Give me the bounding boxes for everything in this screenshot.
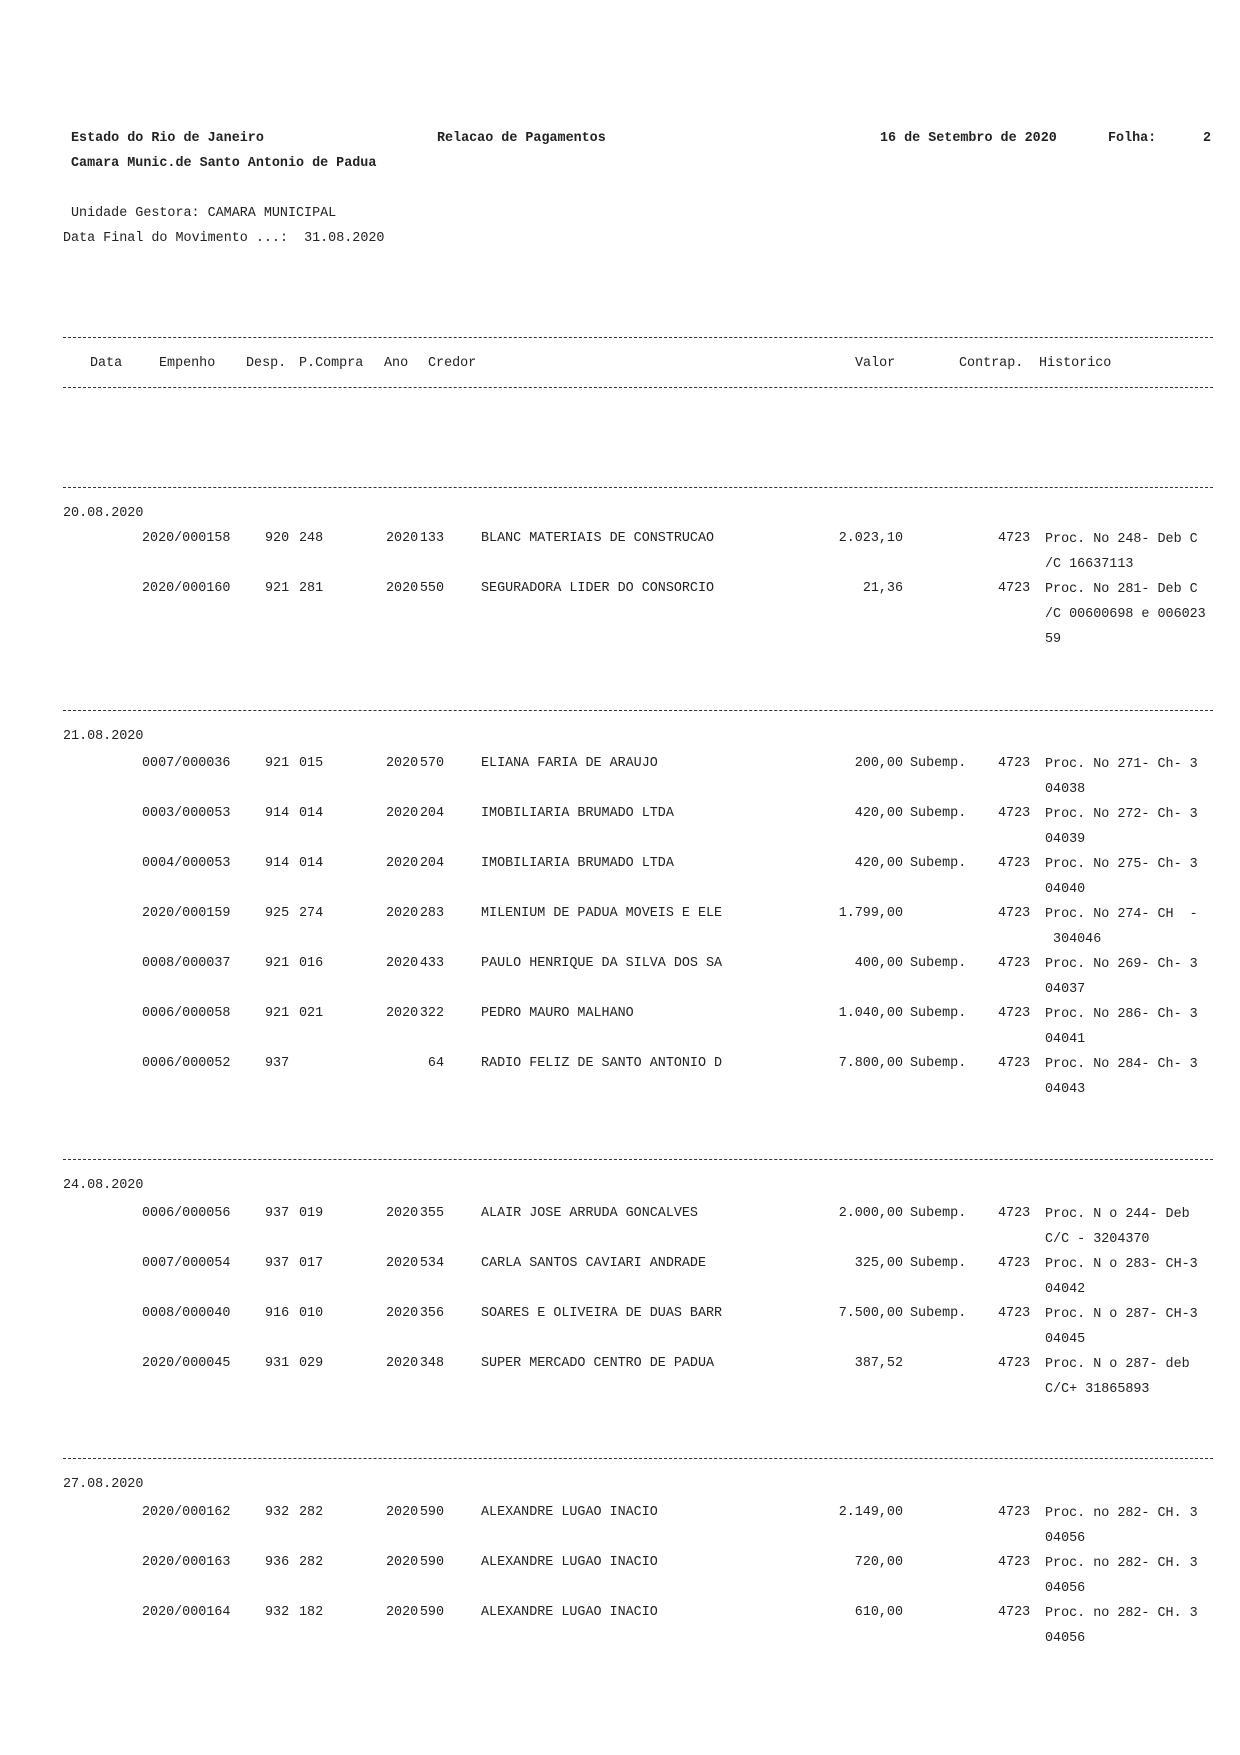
desp-cell: 937 — [265, 1256, 290, 1271]
valor-cell: 1.799,00 — [838, 906, 903, 921]
ano-cell: 2020 — [386, 1306, 419, 1321]
pcompra-cell: 014 — [299, 806, 324, 821]
ano-cell: 2020 — [386, 956, 419, 971]
credor-cell: ALAIR JOSE ARRUDA GONCALVES — [481, 1206, 698, 1221]
empenho-cell: 0006/000052 — [142, 1056, 231, 1071]
desp-cell: 936 — [265, 1555, 290, 1570]
historico-cell: Proc. No 271- Ch- 3 04038 — [1045, 757, 1198, 797]
historico-cell: Proc. No 286- Ch- 3 04041 — [1045, 1007, 1198, 1047]
desp-cell: 932 — [265, 1605, 290, 1620]
desp-cell: 921 — [265, 581, 290, 596]
valor-cell: 420,00 — [854, 806, 903, 821]
valor-cell: 325,00 — [854, 1256, 903, 1271]
group-date: 27.08.2020 — [63, 1477, 144, 1492]
credor-code-cell: 433 — [419, 956, 444, 971]
credor-code-cell: 348 — [419, 1356, 444, 1371]
historico-cell: Proc. No 272- Ch- 3 04039 — [1045, 807, 1198, 847]
subemp-cell: Subemp. — [910, 1256, 967, 1271]
divider — [63, 710, 1213, 711]
ano-cell: 2020 — [386, 531, 419, 546]
historico-cell: Proc. no 282- CH. 3 04056 — [1045, 1506, 1198, 1546]
subemp-cell: Subemp. — [910, 756, 967, 771]
contrap-cell: 4723 — [998, 1605, 1031, 1620]
credor-code-cell: 355 — [419, 1206, 444, 1221]
pcompra-cell: 248 — [299, 531, 324, 546]
ano-cell: 2020 — [386, 581, 419, 596]
historico-cell: Proc. No 248- Deb C /C 16637113 — [1045, 532, 1198, 572]
col-empenho: Empenho — [159, 356, 216, 371]
empenho-cell: 0004/000053 — [142, 856, 231, 871]
empenho-cell: 0008/000037 — [142, 956, 231, 971]
pcompra-cell: 282 — [299, 1505, 324, 1520]
empenho-cell: 2020/000160 — [142, 581, 231, 596]
empenho-cell: 0006/000058 — [142, 1006, 231, 1021]
col-contrap: Contrap. — [959, 356, 1024, 371]
empenho-cell: 2020/000162 — [142, 1505, 231, 1520]
valor-cell: 720,00 — [854, 1555, 903, 1570]
credor-code-cell: 534 — [419, 1256, 444, 1271]
folha-number: 2 — [1203, 131, 1212, 146]
credor-cell: IMOBILIARIA BRUMADO LTDA — [481, 806, 674, 821]
valor-cell: 7.800,00 — [838, 1056, 903, 1071]
empenho-cell: 0008/000040 — [142, 1306, 231, 1321]
contrap-cell: 4723 — [998, 1555, 1031, 1570]
credor-cell: ALEXANDRE LUGAO INACIO — [481, 1555, 658, 1570]
valor-cell: 610,00 — [854, 1605, 903, 1620]
desp-cell: 937 — [265, 1056, 290, 1071]
col-ano: Ano — [384, 356, 409, 371]
credor-cell: PEDRO MAURO MALHANO — [481, 1006, 634, 1021]
ano-cell: 2020 — [386, 856, 419, 871]
entity-name: Camara Munic.de Santo Antonio de Padua — [71, 156, 377, 171]
ano-cell: 2020 — [386, 806, 419, 821]
credor-cell: CARLA SANTOS CAVIARI ANDRADE — [481, 1256, 706, 1271]
col-valor: Valor — [855, 356, 896, 371]
col-data: Data — [90, 356, 123, 371]
valor-cell: 2.023,10 — [838, 531, 903, 546]
ano-cell: 2020 — [386, 1006, 419, 1021]
report-title: Relacao de Pagamentos — [437, 131, 606, 146]
valor-cell: 200,00 — [854, 756, 903, 771]
contrap-cell: 4723 — [998, 1056, 1031, 1071]
desp-cell: 921 — [265, 1006, 290, 1021]
pcompra-cell: 281 — [299, 581, 324, 596]
historico-cell: Proc. No 281- Deb C /C 00600698 e 006023 59 — [1045, 582, 1206, 647]
divider — [63, 1458, 1213, 1459]
pcompra-cell: 015 — [299, 756, 324, 771]
empenho-cell: 2020/000045 — [142, 1356, 231, 1371]
subemp-cell: Subemp. — [910, 1206, 967, 1221]
subemp-cell: Subemp. — [910, 956, 967, 971]
col-pcompra: P.Compra — [299, 356, 364, 371]
historico-cell: Proc. N o 244- Deb C/C - 3204370 — [1045, 1207, 1190, 1247]
divider — [63, 387, 1213, 388]
empenho-cell: 2020/000164 — [142, 1605, 231, 1620]
pcompra-cell: 019 — [299, 1206, 324, 1221]
credor-code-cell: 283 — [419, 906, 444, 921]
contrap-cell: 4723 — [998, 531, 1031, 546]
group-date: 21.08.2020 — [63, 729, 144, 744]
desp-cell: 932 — [265, 1505, 290, 1520]
contrap-cell: 4723 — [998, 756, 1031, 771]
empenho-cell: 2020/000159 — [142, 906, 231, 921]
group-date: 20.08.2020 — [63, 506, 144, 521]
ano-cell: 2020 — [386, 906, 419, 921]
pcompra-cell: 014 — [299, 856, 324, 871]
contrap-cell: 4723 — [998, 906, 1031, 921]
contrap-cell: 4723 — [998, 1505, 1031, 1520]
credor-code-cell: 322 — [419, 1006, 444, 1021]
divider — [63, 1159, 1213, 1160]
historico-cell: Proc. N o 287- deb C/C+ 31865893 — [1045, 1357, 1190, 1397]
pcompra-cell: 274 — [299, 906, 324, 921]
credor-code-cell: 204 — [419, 806, 444, 821]
contrap-cell: 4723 — [998, 1356, 1031, 1371]
pcompra-cell: 182 — [299, 1605, 324, 1620]
credor-code-cell: 590 — [419, 1555, 444, 1570]
empenho-cell: 2020/000163 — [142, 1555, 231, 1570]
credor-code-cell: 570 — [419, 756, 444, 771]
contrap-cell: 4723 — [998, 1306, 1031, 1321]
historico-cell: Proc. No 274- CH - 304046 — [1045, 907, 1198, 947]
group-date: 24.08.2020 — [63, 1178, 144, 1193]
credor-code-cell: 590 — [419, 1505, 444, 1520]
credor-cell: ELIANA FARIA DE ARAUJO — [481, 756, 658, 771]
contrap-cell: 4723 — [998, 1206, 1031, 1221]
valor-cell: 400,00 — [854, 956, 903, 971]
empenho-cell: 2020/000158 — [142, 531, 231, 546]
desp-cell: 916 — [265, 1306, 290, 1321]
pcompra-cell: 021 — [299, 1006, 324, 1021]
ano-cell: 2020 — [386, 1605, 419, 1620]
historico-cell: Proc. No 275- Ch- 3 04040 — [1045, 857, 1198, 897]
pcompra-cell: 016 — [299, 956, 324, 971]
historico-cell: Proc. N o 283- CH-3 04042 — [1045, 1257, 1198, 1297]
ano-cell: 2020 — [386, 1356, 419, 1371]
ano-cell: 2020 — [386, 1256, 419, 1271]
valor-cell: 387,52 — [854, 1356, 903, 1371]
folha-label: Folha: — [1108, 131, 1157, 146]
empenho-cell: 0006/000056 — [142, 1206, 231, 1221]
contrap-cell: 4723 — [998, 1006, 1031, 1021]
credor-cell: MILENIUM DE PADUA MOVEIS E ELE — [481, 906, 723, 921]
historico-cell: Proc. no 282- CH. 3 04056 — [1045, 1606, 1198, 1646]
contrap-cell: 4723 — [998, 856, 1031, 871]
valor-cell: 2.149,00 — [838, 1505, 903, 1520]
desp-cell: 914 — [265, 806, 290, 821]
subemp-cell: Subemp. — [910, 1056, 967, 1071]
subemp-cell: Subemp. — [910, 1306, 967, 1321]
desp-cell: 921 — [265, 956, 290, 971]
valor-cell: 2.000,00 — [838, 1206, 903, 1221]
pcompra-cell: 029 — [299, 1356, 324, 1371]
valor-cell: 1.040,00 — [838, 1006, 903, 1021]
credor-cell: BLANC MATERIAIS DE CONSTRUCAO — [481, 531, 715, 546]
credor-cell: IMOBILIARIA BRUMADO LTDA — [481, 856, 674, 871]
contrap-cell: 4723 — [998, 581, 1031, 596]
credor-cell: RADIO FELIZ DE SANTO ANTONIO D — [481, 1056, 723, 1071]
col-historico: Historico — [1039, 356, 1112, 371]
ano-cell: 2020 — [386, 1505, 419, 1520]
report-date: 16 de Setembro de 2020 — [880, 131, 1057, 146]
empenho-cell: 0007/000036 — [142, 756, 231, 771]
unidade-gestora: Unidade Gestora: CAMARA MUNICIPAL — [71, 206, 337, 221]
ano-cell: 2020 — [386, 1555, 419, 1570]
desp-cell: 920 — [265, 531, 290, 546]
credor-cell: ALEXANDRE LUGAO INACIO — [481, 1605, 658, 1620]
ano-cell: 2020 — [386, 756, 419, 771]
contrap-cell: 4723 — [998, 1256, 1031, 1271]
historico-cell: Proc. N o 287- CH-3 04045 — [1045, 1307, 1198, 1347]
valor-cell: 7.500,00 — [838, 1306, 903, 1321]
empenho-cell: 0003/000053 — [142, 806, 231, 821]
col-credor: Credor — [428, 356, 477, 371]
col-desp: Desp. — [246, 356, 287, 371]
desp-cell: 931 — [265, 1356, 290, 1371]
state-title: Estado do Rio de Janeiro — [71, 131, 264, 146]
credor-code-cell: 64 — [427, 1056, 444, 1071]
subemp-cell: Subemp. — [910, 806, 967, 821]
credor-code-cell: 204 — [419, 856, 444, 871]
historico-cell: Proc. No 269- Ch- 3 04037 — [1045, 957, 1198, 997]
credor-cell: SEGURADORA LIDER DO CONSORCIO — [481, 581, 715, 596]
contrap-cell: 4723 — [998, 956, 1031, 971]
credor-cell: PAULO HENRIQUE DA SILVA DOS SA — [481, 956, 723, 971]
valor-cell: 21,36 — [862, 581, 903, 596]
valor-cell: 420,00 — [854, 856, 903, 871]
pcompra-cell: 017 — [299, 1256, 324, 1271]
subemp-cell: Subemp. — [910, 856, 967, 871]
historico-cell: Proc. no 282- CH. 3 04056 — [1045, 1556, 1198, 1596]
desp-cell: 914 — [265, 856, 290, 871]
divider — [63, 487, 1213, 488]
credor-code-cell: 356 — [419, 1306, 444, 1321]
data-final-movimento: Data Final do Movimento ...: 31.08.2020 — [63, 231, 385, 246]
ano-cell: 2020 — [386, 1206, 419, 1221]
credor-code-cell: 550 — [419, 581, 444, 596]
pcompra-cell: 282 — [299, 1555, 324, 1570]
credor-cell: SUPER MERCADO CENTRO DE PADUA — [481, 1356, 715, 1371]
desp-cell: 925 — [265, 906, 290, 921]
credor-code-cell: 590 — [419, 1605, 444, 1620]
credor-cell: ALEXANDRE LUGAO INACIO — [481, 1505, 658, 1520]
desp-cell: 921 — [265, 756, 290, 771]
desp-cell: 937 — [265, 1206, 290, 1221]
empenho-cell: 0007/000054 — [142, 1256, 231, 1271]
historico-cell: Proc. No 284- Ch- 3 04043 — [1045, 1057, 1198, 1097]
divider — [63, 337, 1213, 338]
credor-code-cell: 133 — [419, 531, 444, 546]
contrap-cell: 4723 — [998, 806, 1031, 821]
subemp-cell: Subemp. — [910, 1006, 967, 1021]
pcompra-cell: 010 — [299, 1306, 324, 1321]
credor-cell: SOARES E OLIVEIRA DE DUAS BARR — [481, 1306, 723, 1321]
